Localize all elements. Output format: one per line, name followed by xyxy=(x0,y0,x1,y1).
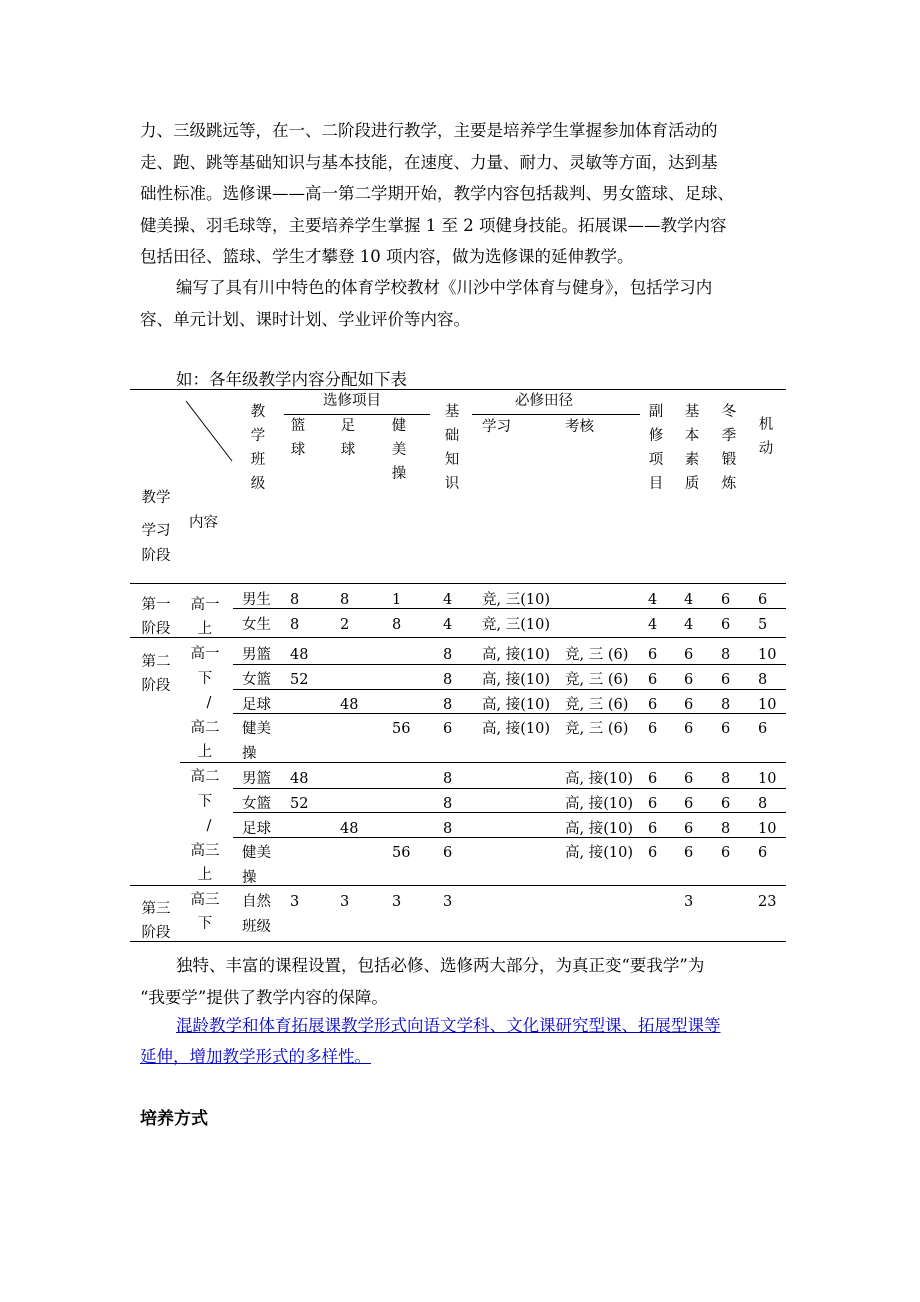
header-text: 阶段 xyxy=(141,548,171,564)
term-text: 高二 xyxy=(190,769,220,785)
cell-flex: 8 xyxy=(758,796,768,812)
cell-flex: 10 xyxy=(758,647,777,663)
cell-flex: 5 xyxy=(758,617,768,633)
cell-basic: 8 xyxy=(443,796,453,812)
header-study: 学习 xyxy=(482,419,511,435)
header-corner-stage xyxy=(139,486,173,569)
term-text: 上 xyxy=(197,867,213,883)
cell-aerobics: 56 xyxy=(392,845,411,861)
cell-football: 8 xyxy=(340,592,350,608)
header-text: 篮 xyxy=(290,418,306,434)
header-text: 识 xyxy=(444,476,460,492)
cell-aerobics: 1 xyxy=(392,592,402,608)
header-corner-content: 内容 xyxy=(189,515,218,531)
cell-study: 高, 接(10) xyxy=(482,647,550,663)
stage-text: 第一 xyxy=(141,597,171,613)
term-text: / xyxy=(206,818,212,834)
cell-quality: 6 xyxy=(684,697,694,713)
cell-study: 竞, 三(10) xyxy=(482,592,550,608)
header-aerobics xyxy=(390,414,408,486)
stage-1 xyxy=(139,593,173,641)
header-text: 机 xyxy=(758,417,774,433)
term-text: 高一 xyxy=(190,646,220,662)
header-text: 季 xyxy=(721,428,737,444)
cell-basketball: 8 xyxy=(290,592,300,608)
cell-text: 足球 xyxy=(242,697,271,713)
cell-flex: 8 xyxy=(758,672,768,688)
text-line: 包括田径、篮球、学生才攀登 10 项内容，做为选修课的延伸教学。 xyxy=(140,247,634,266)
stage-text: 阶段 xyxy=(141,925,171,941)
header-class xyxy=(244,400,272,496)
text-line: 独特、丰富的课程设置，包括必修、选修两大部分，为真正变“要我学”为 xyxy=(176,956,705,975)
text-line: 力、三级跳远等，在一、二阶段进行教学，主要是培养学生掌握参加体育活动的 xyxy=(140,121,718,140)
cell-minor: 6 xyxy=(648,672,658,688)
cell-aerobics: 56 xyxy=(392,721,411,737)
header-text: 项 xyxy=(648,452,664,468)
cell-quality: 6 xyxy=(684,672,694,688)
text-line: 编写了具有川中特色的体育学校教材《川沙中学体育与健身》，包括学习内 xyxy=(176,278,713,297)
cell-football: 2 xyxy=(340,617,350,633)
cell-flex: 6 xyxy=(758,845,768,861)
cell-text: 女篮 xyxy=(242,672,271,688)
header-text: 冬 xyxy=(721,404,737,420)
cell-basic: 3 xyxy=(443,894,453,910)
cell-quality: 6 xyxy=(684,821,694,837)
header-text: 目 xyxy=(648,476,664,492)
stage-2 xyxy=(139,650,173,698)
cell-exam: 高, 接(10) xyxy=(565,771,633,787)
cell-minor: 6 xyxy=(648,647,658,663)
cell-exam: 竞, 三 (6) xyxy=(565,647,629,663)
text-line: 容、单元计划、课时计划、学业评价等内容。 xyxy=(140,309,470,329)
header-text: 动 xyxy=(758,441,774,457)
term-text: 高三 xyxy=(190,892,220,908)
cell-basic: 8 xyxy=(443,821,453,837)
text-line: 健美操、羽毛球等，主要培养学生掌握 1 至 2 项健身技能。拓展课——教学内容 xyxy=(140,215,727,235)
cell-basic: 4 xyxy=(443,617,453,633)
header-text: 教学 xyxy=(141,490,171,506)
cell-class xyxy=(242,643,271,668)
text-line: 走、跑、跳等基础知识与基本技能，在速度、力量、耐力、灵敏等方面，达到基 xyxy=(140,152,718,172)
cell-text: 男篮 xyxy=(242,647,271,663)
header-basketball xyxy=(289,414,307,462)
cell-basketball: 8 xyxy=(290,617,300,633)
link-text[interactable]: 混龄教学和体育拓展课教学形式向语文学科、文化课研究型课、拓展型课等 xyxy=(176,1016,721,1035)
cell-exam: 高, 接(10) xyxy=(565,796,633,812)
cell-winter: 6 xyxy=(721,845,731,861)
header-text: 学习 xyxy=(141,523,171,539)
cell-class xyxy=(242,668,271,693)
cell-study: 高, 接(10) xyxy=(482,721,550,737)
cell-quality: 6 xyxy=(684,721,694,737)
header-text: 基 xyxy=(684,404,700,420)
header-flexible xyxy=(757,413,775,461)
cell-basic: 8 xyxy=(443,697,453,713)
cell-exam: 竞, 三 (6) xyxy=(565,697,629,713)
term-text: 高一 xyxy=(190,597,220,613)
cell-quality: 6 xyxy=(684,647,694,663)
cell-class xyxy=(242,717,271,767)
header-text: 础 xyxy=(444,428,460,444)
term-text: 高二 xyxy=(190,719,220,736)
header-text: 素 xyxy=(684,452,700,468)
cell-basic: 6 xyxy=(443,845,453,861)
text-line: 础性标准。选修课——高一第二学期开始，教学内容包括裁判、男女篮球、足球、 xyxy=(140,184,734,203)
cell-class xyxy=(242,767,271,792)
cell-text: 女篮 xyxy=(242,796,271,812)
cell-text: 操 xyxy=(242,746,257,762)
link-text[interactable]: 延伸，增加教学形式的多样性。 xyxy=(140,1047,371,1066)
stage-text: 第三 xyxy=(141,901,171,917)
term-g10-first xyxy=(189,593,221,641)
cell-flex: 23 xyxy=(758,894,777,910)
cell-text: 健美 xyxy=(242,721,271,737)
cell-minor: 6 xyxy=(648,845,658,861)
term-text: / xyxy=(206,695,212,711)
cell-exam: 高, 接(10) xyxy=(565,821,633,837)
corner-diagonal xyxy=(186,401,232,461)
cell-quality: 3 xyxy=(684,894,694,910)
header-text: 本 xyxy=(684,428,700,444)
cell-basketball: 48 xyxy=(290,771,309,787)
cell-study: 高, 接(10) xyxy=(482,697,550,713)
link-line[interactable] xyxy=(140,1041,785,1072)
header-basic-knowledge xyxy=(443,400,461,496)
cell-class xyxy=(242,693,271,718)
cell-quality: 6 xyxy=(684,845,694,861)
hyperlink-paragraph[interactable] xyxy=(140,1010,785,1072)
cell-minor: 4 xyxy=(648,592,658,608)
cell-study: 高, 接(10) xyxy=(482,672,550,688)
term-g10-second-g11-first xyxy=(189,642,221,765)
header-text: 班级 xyxy=(250,452,266,492)
cell-class xyxy=(242,841,271,891)
table-caption: 如：各年级教学内容分配如下表 xyxy=(176,370,407,389)
cell-basketball: 3 xyxy=(290,894,300,910)
cell-quality: 6 xyxy=(684,771,694,787)
term-text: 下 xyxy=(197,670,213,687)
cell-winter: 8 xyxy=(721,697,731,713)
cell-basketball: 52 xyxy=(290,796,309,812)
cell-minor: 6 xyxy=(648,697,658,713)
cell-football: 48 xyxy=(340,821,359,837)
cell-minor: 4 xyxy=(648,617,658,633)
cell-quality: 6 xyxy=(684,796,694,812)
cell-winter: 6 xyxy=(721,672,731,688)
header-text: 知 xyxy=(444,452,460,468)
cell-flex: 6 xyxy=(758,592,768,608)
cell-quality: 4 xyxy=(684,617,694,633)
text-line: “我要学”提供了教学内容的保障。 xyxy=(140,987,388,1007)
cell-exam: 竞, 三 (6) xyxy=(565,721,629,737)
header-text: 修 xyxy=(648,428,664,444)
header-text: 质 xyxy=(684,476,700,492)
header-text: 炼 xyxy=(721,476,737,492)
header-text: 锻 xyxy=(721,452,737,468)
cell-flex: 10 xyxy=(758,697,777,713)
term-text: 下 xyxy=(197,916,213,932)
stage-text: 第二 xyxy=(141,654,171,670)
cell-minor: 6 xyxy=(648,796,658,812)
cell-exam: 竞, 三 (6) xyxy=(565,672,629,688)
cell-basketball: 48 xyxy=(290,647,309,663)
cell-minor: 6 xyxy=(648,771,658,787)
header-text: 基 xyxy=(444,404,460,420)
cell-basic: 8 xyxy=(443,771,453,787)
header-text: 美 xyxy=(391,442,407,458)
cell-basketball: 52 xyxy=(290,672,309,688)
cell-text: 操 xyxy=(242,870,257,886)
cell-basic: 8 xyxy=(443,647,453,663)
header-text: 操 xyxy=(391,466,407,482)
cell-flex: 6 xyxy=(758,721,768,737)
cell-flex: 10 xyxy=(758,821,777,837)
cell-text: 足球 xyxy=(242,821,271,837)
stage-3 xyxy=(139,897,173,945)
cell-winter: 8 xyxy=(721,771,731,787)
stage-text: 阶段 xyxy=(141,678,171,694)
cell-winter: 6 xyxy=(721,721,731,737)
term-g12-second xyxy=(189,888,221,936)
header-text: 球 xyxy=(340,442,356,458)
cell-study: 竞, 三(10) xyxy=(482,617,550,633)
cell-winter: 6 xyxy=(721,796,731,812)
cell-winter: 6 xyxy=(721,592,731,608)
term-text: 上 xyxy=(197,621,213,637)
cell-text: 女生 xyxy=(242,617,271,633)
cell-basic: 8 xyxy=(443,672,453,688)
cell-class xyxy=(242,890,271,940)
term-text: 下 xyxy=(197,793,213,810)
cell-football: 3 xyxy=(340,894,350,910)
cell-text: 自然 xyxy=(242,894,271,910)
cell-minor: 6 xyxy=(648,821,658,837)
header-text: 足 xyxy=(340,418,356,434)
header-text: 健 xyxy=(391,418,407,434)
cell-class xyxy=(242,588,271,613)
cell-football: 48 xyxy=(340,697,359,713)
cell-aerobics: 8 xyxy=(392,617,402,633)
term-text: 上 xyxy=(197,744,213,760)
header-football xyxy=(339,414,357,462)
cell-class xyxy=(242,613,271,638)
cell-minor: 6 xyxy=(648,721,658,737)
cell-text: 男篮 xyxy=(242,771,271,787)
header-text: 副 xyxy=(648,404,664,420)
curriculum-paragraph xyxy=(140,950,785,1013)
header-text: 教学 xyxy=(250,404,266,444)
cell-text: 健美 xyxy=(242,845,271,861)
cell-basic: 4 xyxy=(443,592,453,608)
cell-winter: 8 xyxy=(721,821,731,837)
link-line[interactable] xyxy=(140,1010,785,1041)
cell-winter: 8 xyxy=(721,647,731,663)
cell-exam: 高, 接(10) xyxy=(565,845,633,861)
term-g11-second-g12-first xyxy=(189,765,221,888)
stage-text: 阶段 xyxy=(141,621,171,637)
cell-class xyxy=(242,817,271,842)
term-text: 高三 xyxy=(190,842,220,859)
header-required-group: 必修田径 xyxy=(515,393,573,409)
cell-flex: 10 xyxy=(758,771,777,787)
header-exam: 考核 xyxy=(565,419,594,435)
header-winter xyxy=(720,400,738,496)
cell-quality: 4 xyxy=(684,592,694,608)
cell-basic: 6 xyxy=(443,721,453,737)
header-text: 球 xyxy=(290,442,306,458)
section-heading: 培养方式 xyxy=(140,1109,208,1129)
header-elective-group: 选修项目 xyxy=(323,393,381,409)
cell-text: 男生 xyxy=(242,592,271,608)
cell-winter: 6 xyxy=(721,617,731,633)
cell-text: 班级 xyxy=(242,919,271,935)
header-minor-item xyxy=(647,400,665,496)
header-basic-quality xyxy=(683,400,701,496)
cell-class xyxy=(242,792,271,817)
cell-aerobics: 3 xyxy=(392,894,402,910)
